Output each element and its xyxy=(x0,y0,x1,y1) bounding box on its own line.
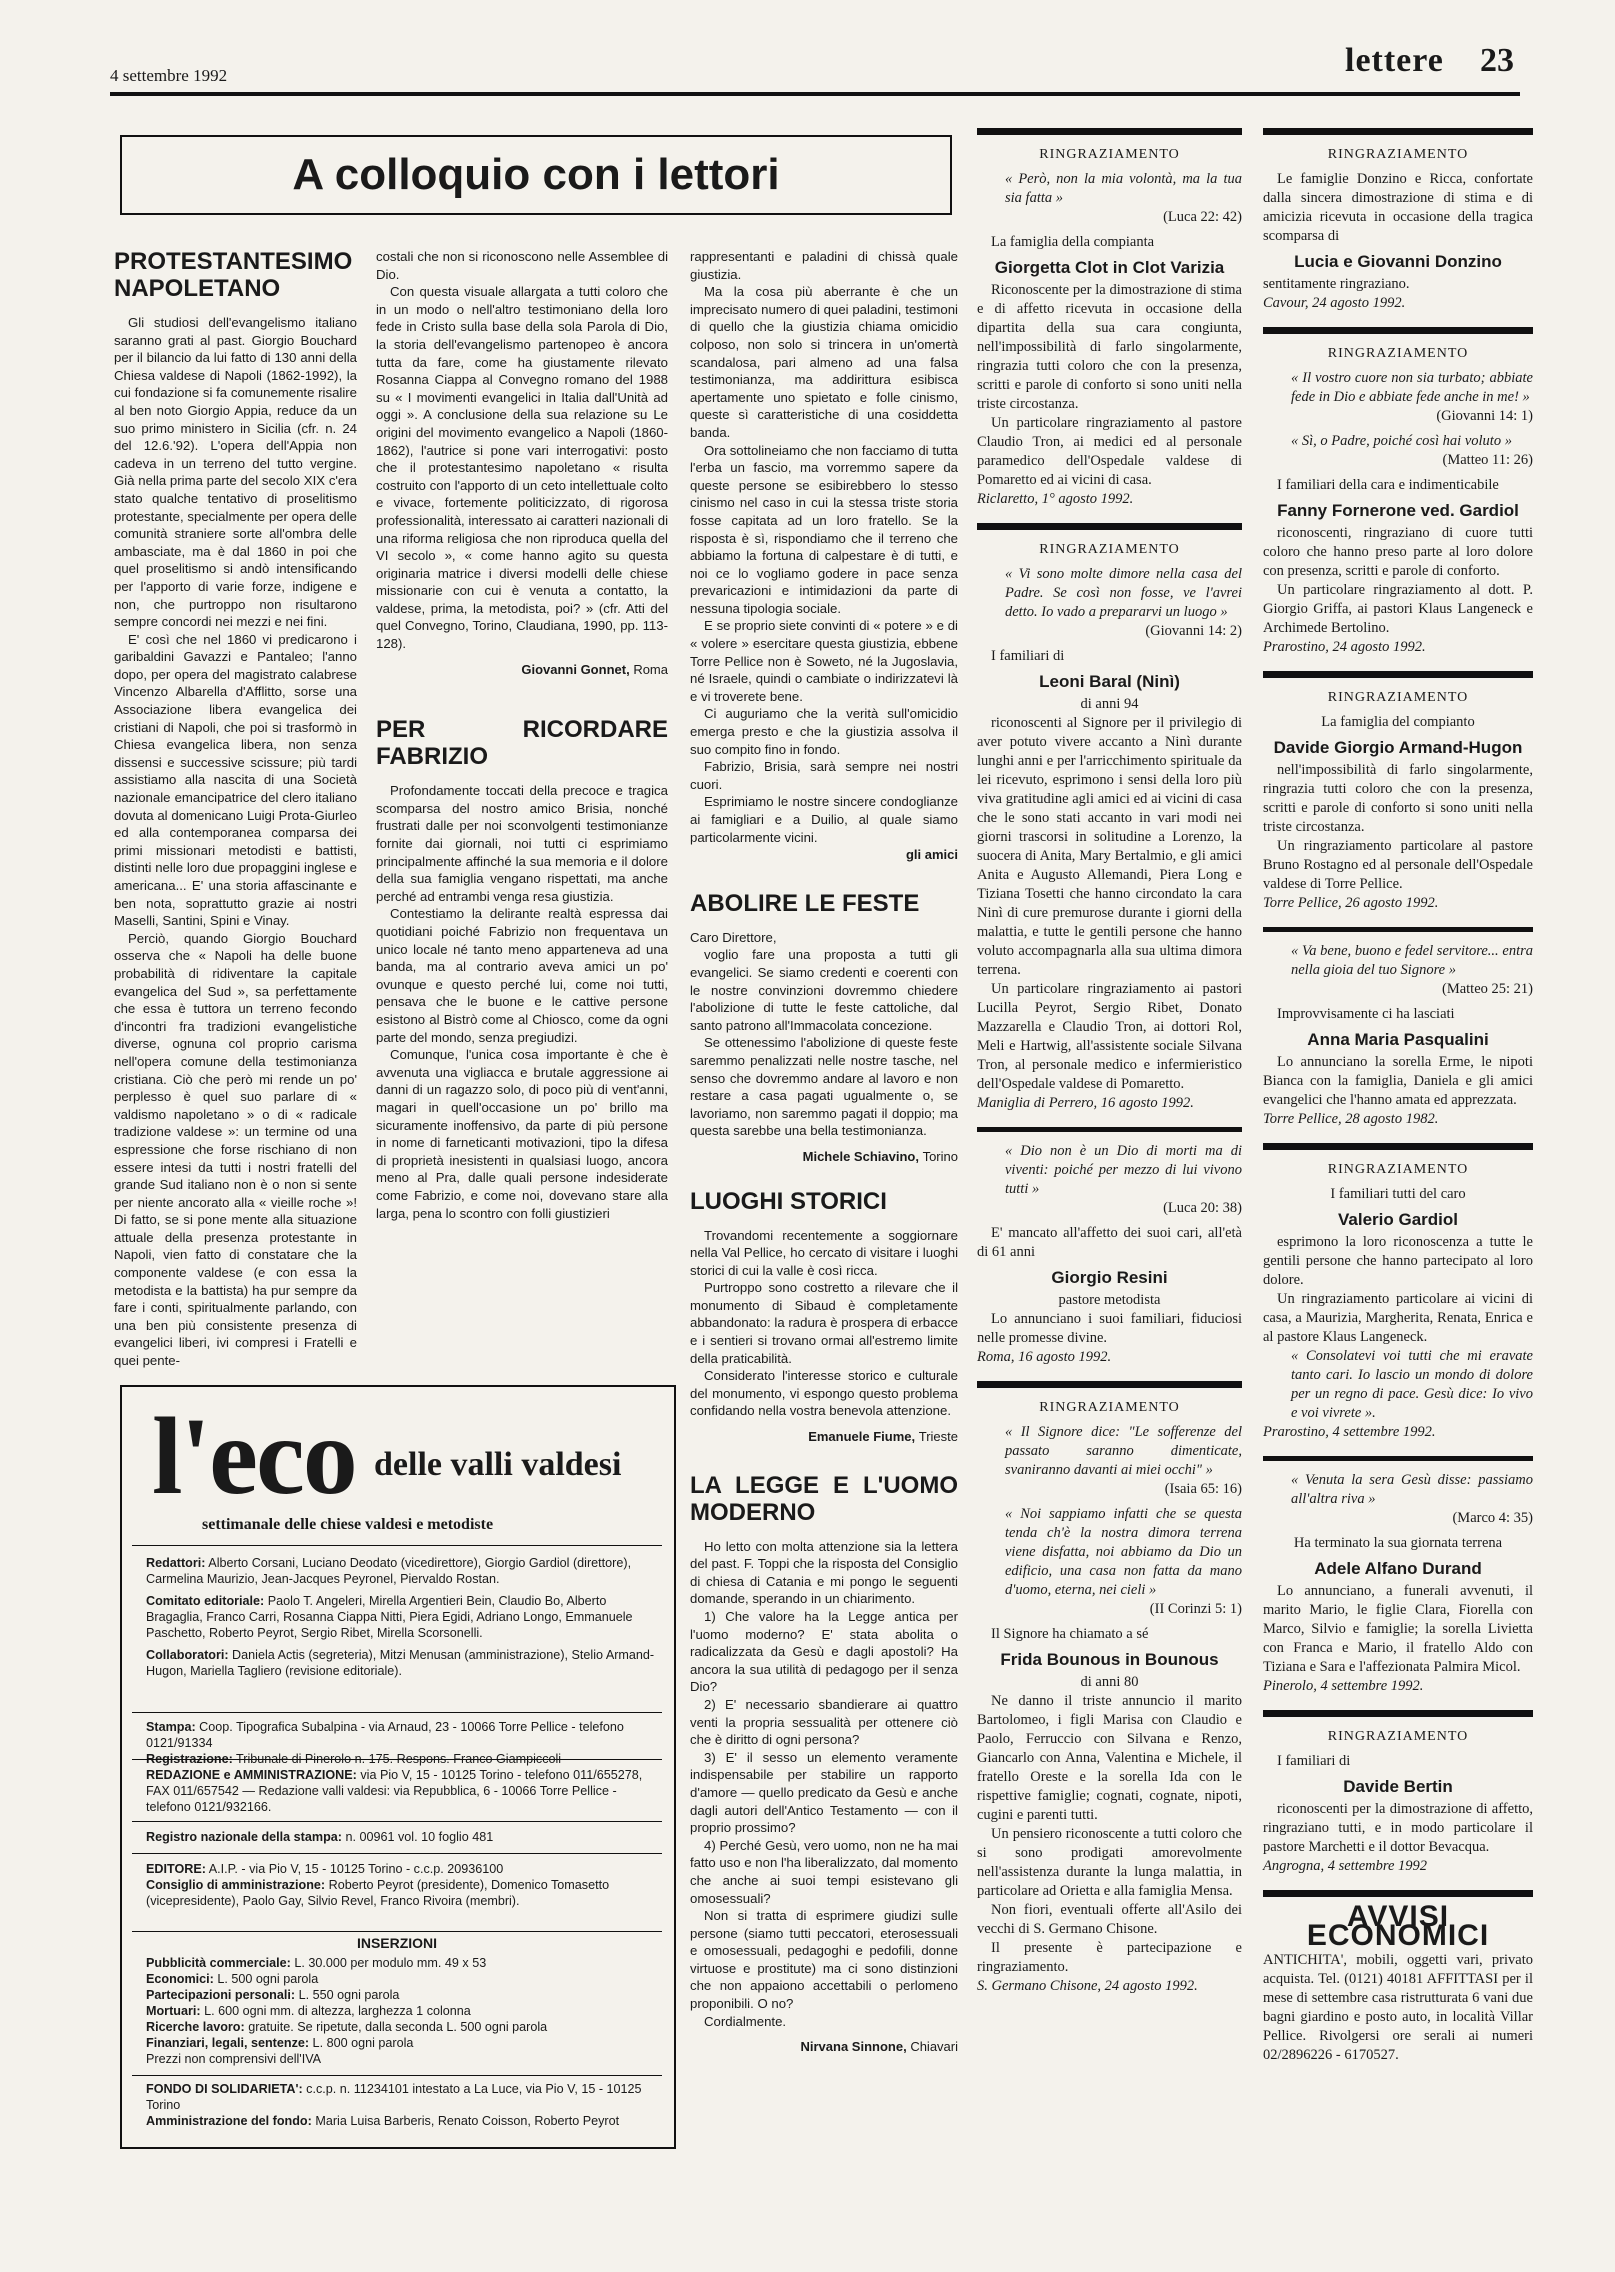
article-title: LA LEGGE E L'UOMO MODERNO xyxy=(690,1471,958,1526)
intro: E' mancato all'affetto dei suoi cari, all'età di 61 anni xyxy=(977,1225,1242,1260)
paragraph: E se proprio siete convinti di « potere » e di « volere » esercitare questa giustizia, ebbene Torre Pellice non è Soweto, né la Jugoslavia, né Israele, quindi o cambiate o indirizzatevi là e vi troverete bene. xyxy=(690,618,958,704)
paragraph: 2) E' necessario sbandierare ai quattro venti la propria sessualità per ottenere ciò che è diritto di ogni persona? xyxy=(690,1696,958,1748)
quote-ref: (Matteo 25: 21) xyxy=(1441,981,1533,997)
announcement-heading: RINGRAZIAMENTO xyxy=(1039,542,1180,557)
announcement xyxy=(1263,128,1533,313)
deceased-name: Valerio Gardiol xyxy=(1338,1210,1458,1229)
paragraph: Non si tratta di esprimere giudizi sulle persone (siamo tutti peccatori, eterosessuali e omosessuali, pedagoghi e pedofili, donne virtuose e prostitute) ma ci sono distinzioni che non appaiono accettabili o perlomeno proponibili. O no? xyxy=(690,1908,958,2012)
intro: Ha terminato la sua giornata terrena xyxy=(1293,1535,1503,1551)
announcement xyxy=(1263,671,1533,913)
quote: « Dio non è un Dio di morti ma di viventi: poiché per mezzo di lui vivono tutti » xyxy=(1005,1143,1242,1197)
deceased-name: Lucia e Giovanni Donzino xyxy=(1294,252,1502,271)
deceased-name: Frida Bounous in Bounous xyxy=(1000,1650,1219,1669)
masthead-tagline: settimanale delle chiese valdesi e metodiste xyxy=(202,1516,494,1533)
deceased-name: Fanny Fornerone ved. Gardiol xyxy=(1277,501,1519,520)
paragraph: esprimono la loro riconoscenza a tutte le gentili persone che hanno partecipato al loro dolore. xyxy=(1263,1234,1533,1288)
paragraph: Ho letto con molta attenzione sia la lettera del past. F. Toppi che la risposta del Consiglio di chiesa di Catania e mi pongo le seguenti domande, sperando in un chiarimento. xyxy=(690,1538,958,1607)
divider xyxy=(132,1821,662,1822)
quote-ref: (Giovanni 14: 1) xyxy=(1436,408,1533,424)
deceased-name: Giorgio Resini xyxy=(1051,1268,1168,1287)
announcement xyxy=(977,1127,1242,1367)
place-date: Prarostino, 4 settembre 1992. xyxy=(1263,1424,1436,1440)
paragraph: Con questa visuale allargata a tutti coloro che in un modo o nell'altro testimoniano della loro fede in Cristo sulla base della sola Parola di Dio, la storia dell'evangelismo partenopeo è ancora tutta da fare, come ha giustamente rilevato Rosanna Ciappa al Convegno romano del 1988 su « I movimenti evangelici in Italia dall'Unità ad oggi ». A conclusione della sua relazione su Le origini del movimento evangelico a Napoli (1860-1862), l'autrice si pone vari interrogativi: posto che il protestantesimo napoletano « risulta costruito con l'apporto di un ceto intellettuale colto e vivace, fortemente politicizzato, di rigorosa professionalità, interessato ai caratteri nazionali di una riforma religiosa che non riproduca quella del VI secolo », « come hanno agito su questa originaria matrice i diversi modelli delle chiese missionarie con cui è venuta a contatto, la valdese, prima, la metodista, poi? » (cfr. Atti del quel Convegno, Torino, Claudiana, 1990, pp. 113-128). xyxy=(376,284,668,652)
place-date: Pinerolo, 4 settembre 1992. xyxy=(1263,1678,1424,1694)
paragraph: Le famiglie Donzino e Ricca, confortate dalla sincera dimostrazione di stima e di amicizia ricevuta in occasione della tragica scomparsa di xyxy=(1263,171,1533,244)
paragraph: riconoscenti per la dimostrazione di affetto, ringraziano tutti, e in modo particolare il pastore Marchetti e il dottor Bevacqua. xyxy=(1263,1801,1533,1855)
announcement xyxy=(977,128,1242,509)
paragraph: Ne danno il triste annuncio il marito Bartolomeo, i figli Marisa con Claudio e Paolo, Ferruccio con Silvana e Renzo, Giancarlo con Anna, Valentina e Michele, il fratello Oreste e la sorella Ida con le rispettive famiglie; cognati, cognate, nipoti, cugini e parenti tutti. xyxy=(977,1693,1242,1823)
quote: « Il Signore dice: "Le sofferenze del passato saranno dimenticate, svaniranno davanti ai miei occhi" » xyxy=(1005,1424,1242,1478)
place-date: Torre Pellice, 26 agosto 1992. xyxy=(1263,895,1439,911)
paragraph: E' così che nel 1860 vi predicarono i garibaldini Gavazzi e Pantaleo; l'anno dopo, per opera del magistrato calabrese Vincenzo Albarella d'Afflitto, sorse una Associazione libera evangelica dei cristiani di Napoli, che poi si trasformò in Chiesa evangelica libera, non senza dissensi e successive scissure; più tardi assistiamo alla nascita di una Società nazionale emancipatrice del clero italiano dovuta al domenicano Luigi Prota-Giurleo ed alla contemporanea comparsa dei primi missionari metodisti e battisti, distinti nelle loro due propaggini inglese e americana... E' una storia affascinante e ben nota, soprattutto grazie ai nostri Maselli, Santini, Spini e Vinay. xyxy=(114,631,357,929)
paragraph: 4) Perché Gesù, vero uomo, non ne ha mai fatto uso e non l'ha liberalizzato, dal momento che anche ai suoi tempi esistevano gli omosessuali? xyxy=(690,1837,958,1906)
announcement xyxy=(1263,1456,1533,1696)
announcements-col-5 xyxy=(1263,128,1533,2079)
intro: La famiglia del compianto xyxy=(1321,714,1475,730)
paragraph: Un particolare ringraziamento ai pastori Lucilla Peyrot, Sergio Ribet, Donato Mazzarella e Claudio Tron, ai dottori Rol, Meli e Hartwig, all'assistente sociale Silvana Tron, al personale medico e infermieristico dell'Ospedale valdese di Pomaretto. xyxy=(977,981,1242,1092)
paragraph: 3) E' il sesso un elemento veramente indispensabile per stabilire un rapporto d'amore — quello predicato da Gesù e anche dagli autori dell'Antico Testamento — con il proprio prossimo? xyxy=(690,1749,958,1836)
paragraph: rappresentanti e paladini di chissà quale giustizia. xyxy=(690,249,958,282)
paragraph: Un pensiero riconoscente a tutti coloro che si sono prodigati amorevolmente nell'assistenza durante la lunga malattia, in particolare ad Orietta e alla famiglia Mensa. xyxy=(977,1826,1242,1899)
paragraph: Ci auguriamo che la verità sull'omicidio emerga presto e che la giustizia assolva il suo compito fino in fondo. xyxy=(690,706,958,757)
divider xyxy=(1263,1456,1533,1461)
paragraph: Profondamente toccati della precoce e tragica scomparsa del nostro amico Brisia, nonché frustrati dalle per noi sconvolgenti testimonianze fornite dai giornali, noi tutti ci esprimiamo principalmente affinché la sua memoria e il dolore della sua famiglia vengano rispettati, ma anche perché ad entrambi venga resa giustizia. xyxy=(376,783,668,904)
place-date: Cavour, 24 agosto 1992. xyxy=(1263,295,1406,311)
paragraph: Lo annunciano i suoi familiari, fiduciosi nelle promesse divine. xyxy=(977,1311,1242,1346)
paragraph: Non fiori, eventuali offerte all'Asilo dei vecchi di S. Germano Chisone. xyxy=(977,1902,1242,1937)
paragraph: Se ottenessimo l'abolizione di queste feste saremmo penalizzati nelle nostre tasche, nel senso che dovremmo andare al lavoro e non restare a casa pagati ugualmente o, se lavoriamo, non saremmo pagati il doppio; ma questa sarebbe una bella testimonianza. xyxy=(690,1035,958,1139)
masthead-credits: Redattori: Alberto Corsani, Luciano Deodato (vicedirettore), Giorgio Gardiol (direttore), Carmelina Maurizio, Jean-Jacques Peyronel, Piervaldo Rostan. Comitato editoriale: Paolo T. Angeleri, Mirella Argentieri Bein, Claudio Bo, Alberto Bragaglia, Franco Carri, Rosanna Ciappa Nitti, Piera Egidi, Adriano Longo, Emmanuele Paschetto, Roberto Peyrot, Sergio Ribet, Mirella Scorsonelli. Collaboratori: Daniela Actis (segreteria), Mitzi Menusan (amministrazione), Stelio Armand-Hugon, Mariella Tagliero (revisione editoriale). xyxy=(146,1556,655,1678)
divider xyxy=(132,2075,662,2076)
announcement-heading: RINGRAZIAMENTO xyxy=(1327,1729,1469,1744)
masthead-editore: EDITORE: A.I.P. - via Pio V, 15 - 10125 Torino - c.c.p. 20936100 Consiglio di amministrazione: Roberto Peyrot (presidente), Domenico Tomasetto (vicepresidente), Paolo Gay, Silvio Revel, Franco Rivoira (membri). xyxy=(146,1862,610,1908)
intro: Improvvisamente ci ha lasciati xyxy=(1277,1006,1455,1022)
inserzioni-title: INSERZIONI xyxy=(356,1935,438,1951)
quote: « Consolatevi voi tutti che mi eravate tanto cari. Io lascio un mondo di dolore per un regno di pace. Gesù dice: Io vivo e voi vivrete ». xyxy=(1291,1348,1533,1421)
paragraph: sentitamente ringraziano. xyxy=(1263,276,1410,292)
paragraph: Il presente è partecipazione e ringraziamento. xyxy=(977,1940,1242,1975)
paragraph: Contestiamo la delirante realtà espressa dai quotidiani poiché Fabrizio non frequentava un unico locale né tanto meno apparteneva ad una banda, ma al contrario aveva amici un po' ovunque e questo perché lui, come noi tutti, pensava che le buone e le cattive persone esistono al Bistrò come al Chiosco, come da ogni parte del mondo, senza pregiudizi. xyxy=(376,906,668,1045)
paragraph: 1) Che valore ha la Legge antica per l'uomo moderno? E' stata abolita o radicalizzata da Gesù e dagli apostoli? Ha ancora la sua utilità di pedagogo per il senza Dio? xyxy=(690,1609,958,1695)
masthead-box xyxy=(120,1385,676,2149)
quote: « Vi sono molte dimore nella casa del Padre. Se così non fosse, ve l'avrei detto. Io vado a prepararvi un luogo » xyxy=(1005,566,1242,620)
intro: La famiglia della compianta xyxy=(991,234,1155,250)
announcements-col-4 xyxy=(977,128,1242,2010)
place-date: Torre Pellice, 28 agosto 1982. xyxy=(1263,1111,1439,1127)
place-date: Angrogna, 4 settembre 1992 xyxy=(1263,1858,1428,1874)
paragraph: Riconoscente per la dimostrazione di stima e di affetto ricevuta in occasione della dipartita della sua cara congiunta, nell'impossibilità di farlo singolarmente, ringrazia tutti coloro che con la presenza, scritti e parole di conforto si sono uniti nella triste circostanza. xyxy=(977,282,1242,412)
divider xyxy=(1263,1143,1533,1150)
quote: « Noi sappiamo infatti che se questa tenda ch'è la nostra dimora terrena viene disfatta, noi abbiamo da Dio un edificio, una casa non fatta da mano d'uomo, eterna, nei cieli » xyxy=(1005,1506,1242,1598)
paragraph: Perciò, quando Giorgio Bouchard osserva che « Napoli ha delle buone probabilità di ridiventare la capitale evangelica del Sud », sa perfettamente che essa è tuttora un terreno fecondo d'incontri fra tradizioni evangelistiche diverse, ognuna col proprio carisma nell'opera comune della testimonianza cristiana. Ciò che però mi rende un po' perplesso è quel suo parlare di « valdismo napoletano » o di « radicale tradizione valdese »: un termine od una espressione che forse rischiano di non essere intesi da tutti i nostri fratelli del grande Sud italiano non è o non si sente per niente ancorato alla « vieille roche »! Di fatto, se si pone mente alla situazione attuale della presenza protestante in Napoli, vien fatto di constatare che la componente valdese (e con essa la metodista e la battista) ha pur sempre da fare i conti, spiritualmente parlando, con una ben più consistente presenza di evangelici liberi, ivi compresi i Fratelli e quei pente- xyxy=(114,930,357,1369)
paragraph: Fabrizio, Brisia, sarà sempre nei nostri cuori. xyxy=(690,759,958,792)
masthead-redazione: REDAZIONE e AMMINISTRAZIONE: via Pio V, 15 - 10125 Torino - telefono 011/655278, FAX 011/657542 — Redazione valli valdesi: via Repubblica, 6 - 10066 Torre Pellice - telefono 0121/932166. xyxy=(146,1768,643,1814)
age: di anni 94 xyxy=(1080,696,1139,712)
divider xyxy=(1263,327,1533,334)
article-protestantesimo xyxy=(114,248,357,1373)
paragraph: Ora sottolineiamo che non facciamo di tutta l'erba un fascio, ma vorremmo sapere da queste persone se esibirebbero lo stesso cinismo nel caso in cui la stessa triste storia fosse capitata ad un loro fratello. Se la risposta è sì, rispondiamo che il terreno che abbiamo la fortuna di calpestare è di tutti, e noi ce lo vogliamo godere in pace senza prevaricazioni e intimidazioni da parte di nessuna tipologia sociale. xyxy=(690,442,958,616)
announcement-heading: RINGRAZIAMENTO xyxy=(1039,147,1180,162)
place-date: S. Germano Chisone, 24 agosto 1992. xyxy=(977,1978,1198,1994)
divider xyxy=(977,1381,1242,1388)
deceased-name: Anna Maria Pasqualini xyxy=(1307,1030,1489,1049)
quote-ref: (Matteo 11: 26) xyxy=(1442,452,1533,468)
classified-heading: AVVISI ECONOMICI xyxy=(1306,1900,1490,1952)
quote-ref: (Marco 4: 35) xyxy=(1452,1510,1533,1526)
intro: I familiari di xyxy=(991,648,1065,664)
paragraph: Trovandomi recentemente a soggiornare nella Val Pellice, ho cercato di visitare i luoghi storici di cui la valle è così ricca. xyxy=(690,1227,958,1278)
masthead-title: l'eco xyxy=(152,1395,356,1517)
paragraph: Un particolare ringraziamento al dott. P. Giorgio Griffa, ai pastori Klaus Langeneck e Archimede Bertolino. xyxy=(1263,582,1533,636)
quote: « Il vostro cuore non sia turbato; abbiate fede in Dio e abbiate fede anche in me! » xyxy=(1291,370,1533,405)
deceased-name: Leoni Baral (Ninì) xyxy=(1039,672,1180,691)
paragraph: nell'impossibilità di farlo singolarmente, ringrazia tutti coloro che con la presenza, scritti e parole di conforto si sono uniti nella triste circostanza. xyxy=(1263,762,1533,835)
age: di anni 80 xyxy=(1080,1674,1139,1690)
article-title: PROTESTANTESIMO NAPOLETANO xyxy=(114,248,353,302)
intro: I familiari della cara e indimenticabile xyxy=(1277,477,1499,493)
section-banner: A colloquio con i lettori xyxy=(120,135,952,215)
quote: « Va bene, buono e fedel servitore... entra nella gioia del tuo Signore » xyxy=(1291,943,1533,978)
paragraph: Lo annunciano la sorella Erme, le nipoti Bianca con la famiglia, Daniela e gli amici evangelici che l'hanno amata ed apprezzata. xyxy=(1263,1054,1533,1108)
quote: « Però, non la mia volontà, ma la tua sia fatta » xyxy=(1005,171,1242,206)
article-title: PER RICORDARE FABRIZIO xyxy=(376,716,668,771)
divider xyxy=(1263,1710,1533,1717)
paragraph: costali che non si riconoscono nelle Assemblee di Dio. xyxy=(376,249,668,282)
header-date: 4 settembre 1992 xyxy=(110,66,228,85)
divider xyxy=(132,1712,662,1713)
column-2 xyxy=(376,248,668,1373)
paragraph: Purtroppo sono costretto a rilevare che il monumento di Sibaud è completamente abbandonato: la radura è prospera di erbacce e i sentieri si trovano ormai all'estremo limite della praticabilità. xyxy=(690,1280,958,1366)
paragraph: Gli studiosi dell'evangelismo italiano saranno grati al past. Giorgio Bouchard per il bilancio da lui fatto di 130 anni della Chiesa valdese di Napoli (1862-1992), la cui fondazione si fa comunemente risalire al ben noto Giorgio Appia, reduce da un suo primo ministero in Sicilia (cfr. n. 24 del 12.6.'92). L'opera dell'Appia non cadeva in un terreno del tutto vergine. Già nella prima parte del secolo XIX c'era stato qualche tentativo di proselitismo protestante, specialmente per opera delle comunità straniere sorte all'ombra delle ambasciate, ma è dal 1860 in poi che quel proselitismo si andò intensificando per l'apporto di varie forze, indigene e non, che purtroppo non risultarono sempre concordi nei mezzi e nei fini. xyxy=(114,315,357,630)
divider xyxy=(1263,1890,1533,1897)
paragraph: voglio fare una proposta a tutti gli evangelici. Se siamo credenti e coerenti con le nostre convinzioni dovremmo chiedere l'abolizione di tutte le feste cattoliche, dal santo patrono all'Immacolata concezione. xyxy=(690,947,958,1033)
paragraph: Lo annunciano, a funerali avvenuti, il marito Mario, le figlie Clara, Fiorella con Marco, Silvio e famiglie; la sorella Livietta con Franca e Mario, il fratello Aldo con Tiziana e Sara e l'affezionata Palmira Micol. xyxy=(1263,1583,1533,1675)
quote-ref: (Luca 20: 38) xyxy=(1163,1200,1242,1216)
paragraph: riconoscenti al Signore per il privilegio di aver potuto vivere accanto a Ninì durante lunghi anni e per l'arricchimento spirituale da lei ricevuto, esprimono i sensi della loro più viva gratitudine agli amici ed ai vicini di casa che le sono stati accanto in vari modi nei giorni trascorsi in solitudine a Lorenzo, la suocera di Anita, Mary Bertalmio, e gli amici Anita e Augusto Allemandi, Piera Long e Tiziana Tosetti che hanno circondato la cara Ninì di cure premurose durante i giorni della malattia, e tutte le gentili persone che hanno voluto accompagnarla alla sua ultima dimora terrena. xyxy=(977,715,1242,978)
announcement xyxy=(1263,927,1533,1129)
divider xyxy=(132,1545,662,1546)
announcement xyxy=(1263,1710,1533,1876)
intro: I familiari tutti del caro xyxy=(1330,1186,1466,1202)
signature: Giovanni Gonnet, Roma xyxy=(521,661,668,677)
paragraph: Ma la cosa più aberrante è che un imprecisato numero di quei paladini, testimoni di quello che la giustizia chiama omicidio colposo, non solo si trincera in un'omertà scandalosa, pari almeno ad una falsa testimonianza, ma addirittura esibisca apertamente uno spietato e folle cinismo, queste sì caratteristiche di una cosiddetta banda. xyxy=(690,284,958,440)
column-3 xyxy=(690,248,958,2128)
paragraph: Cordialmente. xyxy=(704,2013,787,2029)
paragraph: Comunque, l'unica cosa importante è che è avvenuta una vigliacca e brutale aggressione ai danni di un ragazzo solo, di poco più di vent'anni, magari in quell'occasione un po' brillo ma sicuramente inoffensivo, da parte di più persone in nome di farneticanti motivazioni, tipo la difesa di proprietà inesistenti in qualsiasi luogo, ancora meno al Pra, dalle quali persone indesiderate come Fabrizio, e come noi, dovevano stare alla larga, pena lo scontro con folli giustizieri xyxy=(376,1047,668,1221)
header-rule xyxy=(110,92,1520,96)
paragraph: Considerato l'interesse storico e culturale del monumento, vi espongo questo problema confidando nella vostra benevola attenzione. xyxy=(690,1368,958,1419)
announcement xyxy=(1263,327,1533,657)
divider xyxy=(977,523,1242,530)
deceased-name: Davide Giorgio Armand-Hugon xyxy=(1273,738,1523,757)
announcement-heading: RINGRAZIAMENTO xyxy=(1327,1162,1469,1177)
announcement xyxy=(977,1381,1242,1996)
signature: gli amici xyxy=(905,847,958,863)
divider xyxy=(1263,927,1533,932)
classified-text: ANTICHITA', mobili, oggetti vari, privato acquista. Tel. (0121) 40181 AFFITTASI per il mese di settembre casa ristrutturata 6 vani due bagni giardino e posto auto, in località Villar Pellice. Rivolgersi ore serali ai numeri 02/2896226 - 6170527. xyxy=(1263,1952,1533,2063)
paragraph: Un ringraziamento particolare al pastore Bruno Rostagno ed al personale dell'Ospedale valdese di Torre Pellice. xyxy=(1263,838,1533,892)
inserzioni-list: Pubblicità commerciale: L. 30.000 per modulo mm. 49 x 53 Economici: L. 500 ogni parola Partecipazioni personali: L. 550 ogni parola Mortuari: L. 600 ogni mm. di altezza, larghezza 1 colonna Ricerche lavoro: gratuite. Se ripetute, dalla seconda L. 500 ogni parola Finanziari, legali, sentenze: L. 800 ogni parola Prezzi non comprensivi dell'IVA xyxy=(146,1956,548,2066)
signature: Nirvana Sinnone, Chiavari xyxy=(800,2039,958,2055)
quote-ref: (Isaia 65: 16) xyxy=(1164,1481,1242,1497)
fondo-solidarieta: FONDO DI SOLIDARIETA': c.c.p. n. 11234101 intestato a La Luce, via Pio V, 15 - 10125 Torino Amministrazione del fondo: Maria Luisa Barberis, Renato Coisson, Roberto Peyrot xyxy=(146,2082,642,2128)
divider xyxy=(1263,128,1533,135)
paragraph: riconoscenti, ringraziano di cuore tutti coloro che hanno preso parte al loro dolore con presenza, scritti e parole di conforto. xyxy=(1263,525,1533,579)
deceased-name: Davide Bertin xyxy=(1343,1777,1453,1796)
masthead-print: Stampa: Coop. Tipografica Subalpina - via Arnaud, 23 - 10066 Torre Pellice - telefono 0121/91334 Registrazione: Tribunale di Pinerolo n. 175. Respons. Franco Giampiccoli xyxy=(146,1720,624,1766)
divider xyxy=(132,1759,662,1760)
quote-ref: (II Corinzi 5: 1) xyxy=(1149,1601,1242,1617)
signature: Michele Schiavino, Torino xyxy=(802,1148,958,1164)
divider xyxy=(132,1931,662,1932)
place-date: Roma, 16 agosto 1992. xyxy=(977,1349,1112,1365)
salutation: Caro Direttore, xyxy=(690,929,777,945)
quote: « Venuta la sera Gesù disse: passiamo all'altra riva » xyxy=(1291,1472,1533,1507)
signature: Emanuele Fiume, Trieste xyxy=(808,1429,958,1445)
paragraph: Esprimiamo le nostre sincere condoglianze ai famigliari e a Duilio, al quale siamo particolarmente vicini. xyxy=(690,794,958,845)
masthead-registro: Registro nazionale della stampa: n. 00961 vol. 10 foglio 481 xyxy=(146,1830,494,1844)
announcement xyxy=(977,523,1242,1113)
announcement-heading: RINGRAZIAMENTO xyxy=(1039,1400,1180,1415)
intro: I familiari di xyxy=(1277,1753,1351,1769)
divider xyxy=(977,1127,1242,1132)
quote-ref: (Luca 22: 42) xyxy=(1163,209,1242,225)
role: pastore metodista xyxy=(1058,1292,1161,1308)
article-title: LUOGHI STORICI xyxy=(690,1187,887,1215)
quote-ref: (Giovanni 14: 2) xyxy=(1145,623,1242,639)
paragraph: Un ringraziamento particolare ai vicini di casa, a Maurizia, Margherita, Renata, Enrica e al pastore Klaus Langeneck. xyxy=(1263,1291,1533,1345)
place-date: Prarostino, 24 agosto 1992. xyxy=(1263,639,1426,655)
place-date: Riclaretto, 1° agosto 1992. xyxy=(977,491,1134,507)
divider xyxy=(1263,671,1533,678)
announcement-heading: RINGRAZIAMENTO xyxy=(1327,147,1469,162)
place-date: Maniglia di Perrero, 16 agosto 1992. xyxy=(977,1095,1194,1111)
deceased-name: Adele Alfano Durand xyxy=(1314,1559,1482,1578)
deceased-name: Giorgetta Clot in Clot Varizia xyxy=(994,258,1225,277)
masthead-subtitle: delle valli valdesi xyxy=(374,1446,622,1483)
classified-ads xyxy=(1263,1890,1533,2065)
page-number: 23 xyxy=(1480,42,1514,79)
intro: Il Signore ha chiamato a sé xyxy=(991,1626,1149,1642)
divider xyxy=(977,128,1242,135)
announcement xyxy=(1263,1143,1533,1442)
quote: « Sì, o Padre, poiché così hai voluto » xyxy=(1291,433,1512,449)
announcement-heading: RINGRAZIAMENTO xyxy=(1327,690,1469,705)
paragraph: Un particolare ringraziamento al pastore Claudio Tron, ai medici ed al personale paramedico dell'Ospedale valdese di Pomaretto ed ai vicini di casa. xyxy=(977,415,1242,488)
divider xyxy=(132,1853,662,1854)
announcement-heading: RINGRAZIAMENTO xyxy=(1327,346,1469,361)
article-title: ABOLIRE LE FESTE xyxy=(690,889,920,917)
section-title: lettere xyxy=(1345,42,1444,79)
